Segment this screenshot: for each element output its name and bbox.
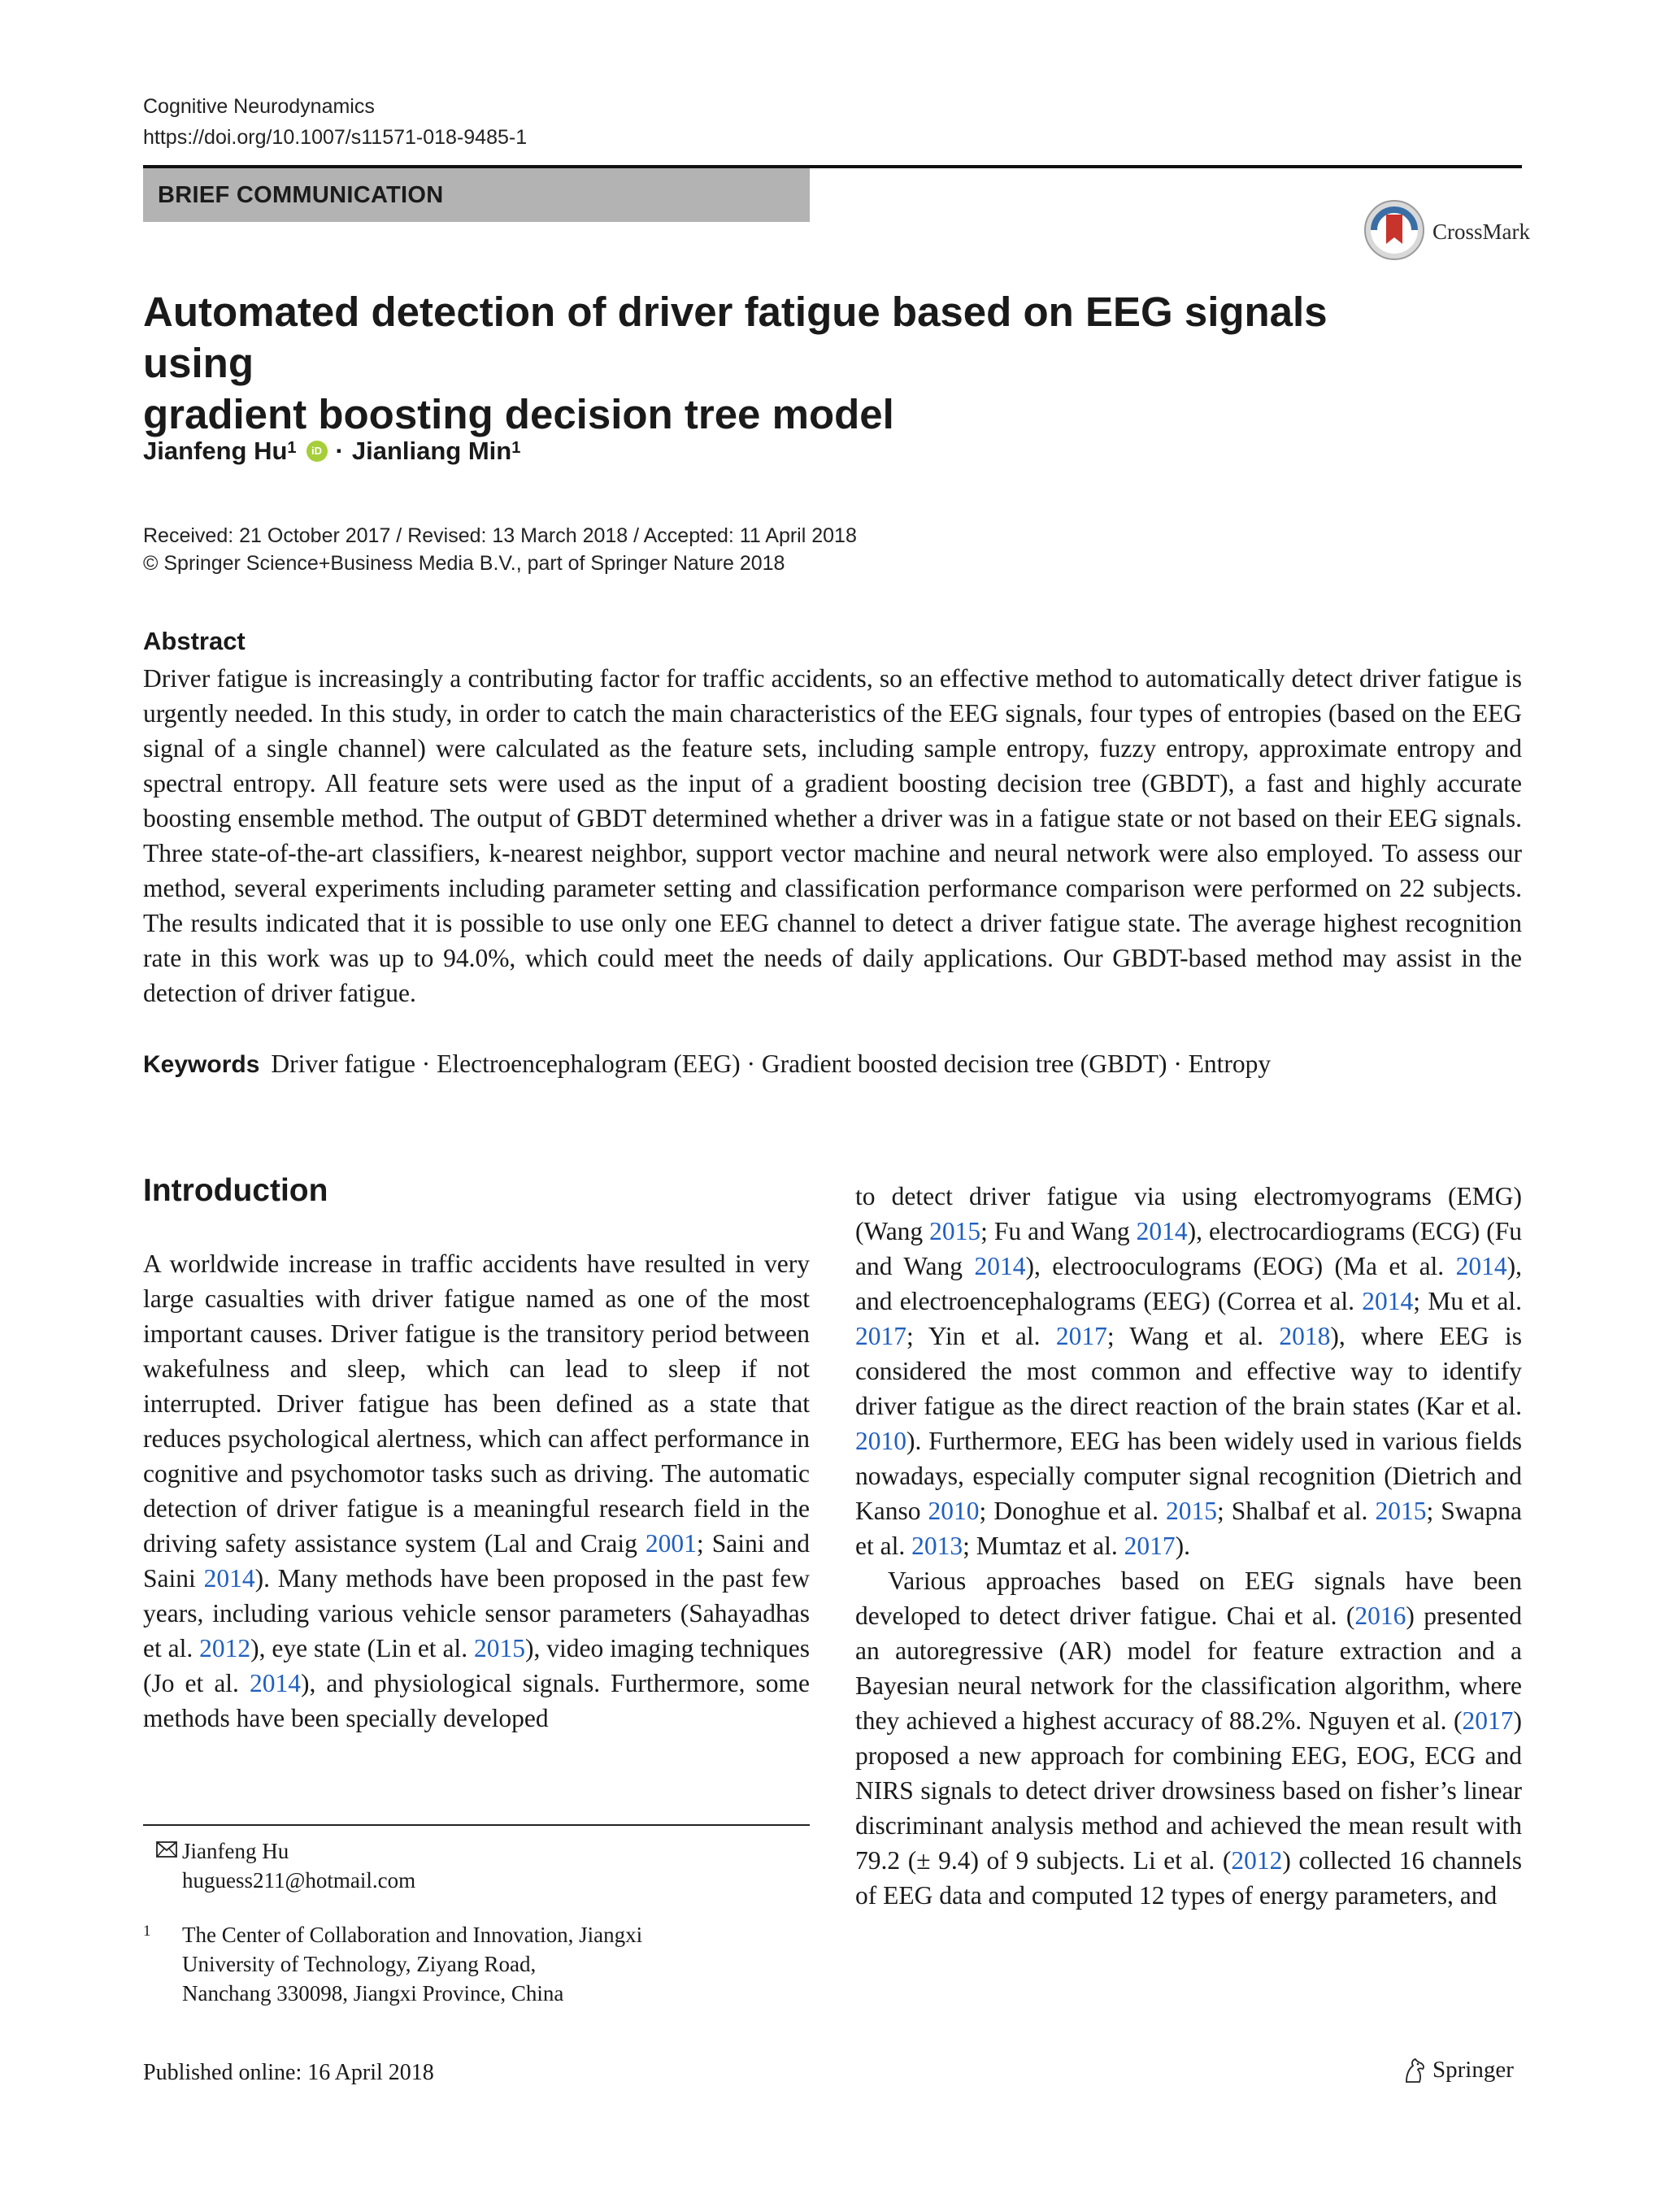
author-separator: ·	[335, 437, 344, 465]
citation-link[interactable]: 2017	[1462, 1706, 1514, 1735]
citation-link[interactable]: 2014	[1362, 1287, 1414, 1315]
body-column-left	[143, 1246, 810, 1736]
corresponding-author: Jianfeng Hu	[182, 1839, 289, 1863]
article-dates	[143, 522, 857, 577]
author-affiliation-mark: 1	[287, 438, 297, 457]
publisher-logo	[1402, 2057, 1514, 2084]
citation-link[interactable]: 2012	[199, 1634, 251, 1662]
author-name[interactable]: Jianliang Min	[351, 437, 512, 465]
email-link[interactable]: huguess211@hotmail.com	[182, 1868, 416, 1893]
affiliation-line: Nanchang 330098, Jiangxi Province, China	[182, 1981, 564, 2006]
text-run: Various approaches based on EEG signals have been developed to detect driver fatigue. Chai et al. (	[855, 1567, 1522, 1630]
paragraph	[855, 1179, 1522, 1563]
text-run: ; Yin et al.	[906, 1322, 1056, 1350]
citation-link[interactable]: 2014	[203, 1564, 255, 1593]
history-dates: Received: 21 October 2017 / Revised: 13 March 2018 / Accepted: 11 April 2018	[143, 524, 857, 547]
keywords-label: Keywords	[143, 1051, 260, 1078]
text-run: ), video imaging techniques (Jo et al.	[143, 1634, 810, 1697]
text-run: ; Mumtaz et al.	[963, 1532, 1124, 1560]
text-run: ), and physiological signals. Furthermore, some methods have been specially developed	[143, 1669, 810, 1732]
crossmark-label: CrossMark	[1432, 219, 1530, 244]
affiliation-number: 1	[143, 1923, 151, 1940]
citation-link[interactable]: 2014	[974, 1252, 1026, 1280]
paragraph	[855, 1563, 1522, 1913]
text-run: ), electrocardiograms (ECG) (Fu and Wang	[855, 1217, 1523, 1280]
crossmark-badge[interactable]	[1363, 198, 1530, 263]
published-date: Published online: 16 April 2018	[143, 2060, 434, 2085]
text-run: ), eye state (Lin et al.	[250, 1634, 474, 1662]
citation-link[interactable]: 2017	[1055, 1322, 1107, 1350]
text-run: ), and electroencephalograms (EEG) (Correa et al.	[855, 1252, 1522, 1315]
citation-link[interactable]: 2012	[1231, 1846, 1283, 1875]
doi-link[interactable]: https://doi.org/10.1007/s11571-018-9485-1	[143, 126, 528, 149]
mail-icon	[156, 1841, 177, 1858]
section-heading-introduction: Introduction	[143, 1173, 328, 1208]
citation-link[interactable]: 2018	[1279, 1322, 1331, 1350]
text-run: ; Fu and Wang	[980, 1217, 1137, 1245]
journal-name: Cognitive Neurodynamics	[143, 95, 375, 118]
citation-link[interactable]: 2014	[249, 1669, 301, 1697]
citation-link[interactable]: 2017	[1124, 1532, 1176, 1560]
title-line-2: gradient boosting decision tree model	[143, 391, 894, 437]
text-run: ). Furthermore, EEG has been widely used in various fields nowadays, especially computer signal recognition (Dietrich and Kanso	[855, 1427, 1522, 1525]
text-run: ; Saini and Saini	[143, 1529, 810, 1593]
citation-link[interactable]: 2016	[1354, 1601, 1406, 1630]
affiliation-line: University of Technology, Ziyang Road,	[182, 1952, 537, 1976]
citation-link[interactable]: 2014	[1136, 1217, 1188, 1245]
abstract-heading: Abstract	[143, 627, 246, 655]
citation-link[interactable]: 2015	[1375, 1497, 1427, 1525]
text-run: ; Shalbaf et al.	[1217, 1497, 1376, 1525]
crossmark-icon	[1363, 198, 1426, 262]
text-run: A worldwide increase in traffic accidents have resulted in very large casualties with driver fatigue named as one of the most important causes. Driver fatigue is the transitory period between wakefulness and sleep, which can lead to sleep if not interrupted. Driver fatigue has been defined as a state that reduces psychological alertness, which can affect performance in cognitive and psychomotor tasks such as driving. The automatic detection of driver fatigue is a meaningful research field in the driving safety assistance system (Lal and Craig	[143, 1249, 810, 1558]
author-affiliation-mark: 1	[511, 438, 521, 457]
text-run: ; Mu et al.	[1413, 1287, 1522, 1315]
copyright-line: © Springer Science+Business Media B.V., part of Springer Nature 2018	[143, 552, 785, 575]
citation-link[interactable]: 2015	[473, 1634, 525, 1662]
paragraph	[143, 1246, 810, 1736]
body-column-right	[855, 1179, 1522, 1913]
citation-link[interactable]: 2001	[645, 1529, 697, 1558]
publisher-name: Springer	[1432, 2057, 1514, 2083]
citation-link[interactable]: 2010	[855, 1427, 906, 1455]
title-line-1: Automated detection of driver fatigue based on EEG signals using	[143, 289, 1328, 386]
author-list	[143, 437, 520, 466]
text-run: ), where EEG is considered the most common and effective way to identify driver fatigue as the direct reaction of the brain states (Kar et al.	[855, 1322, 1522, 1420]
text-run: ).	[1175, 1532, 1191, 1560]
orcid-icon[interactable]: iD	[306, 441, 328, 462]
section-band	[143, 168, 810, 222]
springer-horse-icon	[1402, 2058, 1426, 2084]
section-label: BRIEF COMMUNICATION	[158, 182, 444, 208]
text-run: ) presented an autoregressive (AR) model for feature extraction and a Bayesian neural network for the classification algorithm, where they achieved a highest accuracy of 88.2%. Nguyen et al. (	[855, 1601, 1522, 1735]
text-run: ), electrooculograms (EOG) (Ma et al.	[1025, 1252, 1456, 1280]
text-run: to detect driver fatigue via using electromyograms (EMG) (Wang	[855, 1182, 1522, 1245]
article-title	[143, 286, 1444, 440]
affiliation-line: The Center of Collaboration and Innovation, Jiangxi	[182, 1923, 643, 1947]
text-run: ) collected 16 channels of EEG data and computed 12 types of energy parameters, and	[855, 1846, 1522, 1910]
text-run: ). Many methods have been proposed in the past few years, including various vehicle sensor parameters (Sahayadhas et al.	[143, 1564, 810, 1662]
abstract-body: Driver fatigue is increasingly a contributing factor for traffic accidents, so an effective method to automatically detect driver fatigue is urgently needed. In this study, in order to catch the main characteristics of the EEG signals, four types of entropies (based on the EEG signal of a single channel) were calculated as the feature sets, including sample entropy, fuzzy entropy, approximate entropy and spectral entropy. All feature sets were used as the input of a gradient boosting decision tree (GBDT), a fast and highly accurate boosting ensemble method. The output of GBDT determined whether a driver was in a fatigue state or not based on their EEG signals. Three state-of-the-art classifiers, k-nearest neighbor, support vector machine and neural network were also employed. To assess our method, several experiments including parameter setting and classification performance comparison were performed on 22 subjects. The results indicated that it is possible to use only one EEG channel to detect a driver fatigue state. The average highest recognition rate in this work was up to 94.0%, which could meet the needs of daily applications. Our GBDT-based method may assist in the detection of driver fatigue.	[143, 664, 1522, 1007]
citation-link[interactable]: 2010	[928, 1497, 980, 1525]
author-name[interactable]: Jianfeng Hu	[143, 437, 288, 465]
citation-link[interactable]: 2013	[911, 1532, 963, 1560]
citation-link[interactable]: 2015	[929, 1217, 981, 1245]
text-run: ; Wang et al.	[1106, 1322, 1280, 1350]
keywords-list: Driver fatigue · Electroencephalogram (EEG) · Gradient boosted decision tree (GBDT) · Entropy	[271, 1050, 1272, 1078]
text-run: ) proposed a new approach for combining EEG, EOG, ECG and NIRS signals to detect driver drowsiness based on fisher’s linear discriminant analysis method and achieved the mean result with 79.2 (± 9.4) of 9 subjects. Li et al. (	[855, 1706, 1522, 1875]
keywords	[143, 1046, 1522, 1082]
footnote-rule	[143, 1824, 810, 1826]
text-run: ; Swapna et al.	[855, 1497, 1522, 1560]
citation-link[interactable]: 2017	[855, 1322, 906, 1350]
citation-link[interactable]: 2014	[1455, 1252, 1507, 1280]
text-run: ; Donoghue et al.	[979, 1497, 1166, 1525]
journal-header	[143, 91, 527, 153]
citation-link[interactable]: 2015	[1166, 1497, 1217, 1525]
